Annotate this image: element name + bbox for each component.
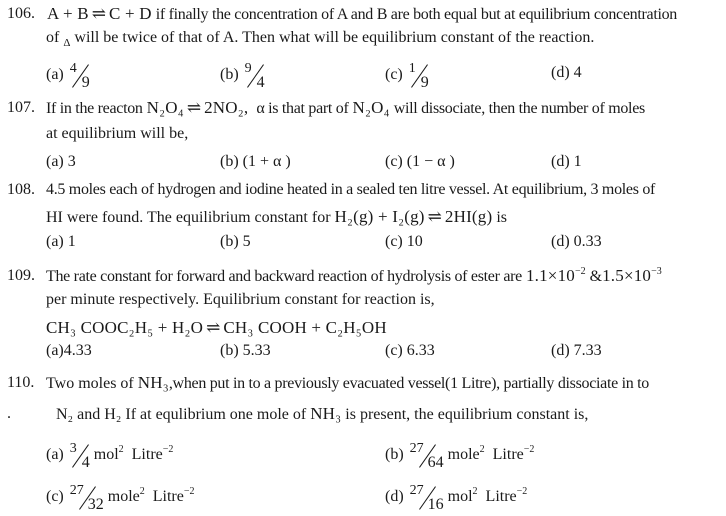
equation-rhs: 2NO₂,	[204, 98, 249, 117]
question-number: 109.	[7, 267, 35, 284]
option-a[interactable]	[46, 441, 174, 471]
option-d[interactable]	[551, 342, 602, 360]
question-number: 106.	[7, 5, 35, 22]
option-value: 3	[67, 153, 76, 170]
option-a[interactable]	[46, 153, 76, 171]
line-marker: .	[7, 405, 11, 422]
question-text-line2	[46, 207, 507, 228]
denominator: 32	[87, 496, 104, 513]
numerator: 9	[244, 61, 252, 76]
equilibrium-arrow-icon: ⇌	[186, 98, 202, 117]
equation-lhs: CH₃ COOC₂H₅ + H₂O	[46, 318, 204, 337]
unit: mole	[447, 446, 480, 463]
exponent: 2	[118, 444, 124, 455]
text-fragment: The rate constant for forward and backward reaction of hydrolysis of ester are	[46, 268, 522, 285]
exponent: 2	[472, 486, 478, 497]
option-label: (c)	[385, 233, 403, 250]
option-d[interactable]	[551, 64, 582, 82]
option-a[interactable]	[46, 61, 90, 91]
option-d[interactable]	[551, 233, 602, 251]
equilibrium-arrow-icon: ⇌	[427, 207, 442, 226]
equation-rhs: 2HI(g)	[444, 207, 493, 226]
denominator: 9	[420, 74, 429, 91]
option-b[interactable]	[385, 441, 535, 471]
option-value: 1	[67, 233, 76, 250]
option-a[interactable]	[46, 233, 76, 251]
numerator: 27	[409, 483, 424, 498]
option-value: 10	[406, 233, 423, 250]
numerator: 1	[408, 61, 416, 76]
question-text-line1	[46, 98, 645, 119]
question-text-line2: at equilibrium will be,	[46, 125, 189, 142]
denominator: 64	[427, 454, 444, 471]
equation-lhs: H₂(g) + I₂(g)	[334, 207, 425, 226]
option-value: 4.33	[63, 342, 92, 359]
text-fragment: HI were found. The equilibrium constant for	[46, 209, 331, 226]
fraction	[69, 483, 104, 513]
denominator: 16	[427, 496, 444, 513]
fraction	[409, 441, 444, 471]
option-value: 5.33	[242, 342, 271, 359]
numerator: 27	[69, 483, 84, 498]
fraction	[244, 61, 265, 91]
option-d[interactable]	[551, 153, 582, 171]
option-c[interactable]	[385, 233, 423, 251]
question-text-line1	[47, 4, 677, 25]
exponent: −3	[651, 266, 662, 277]
option-label: (b)	[220, 66, 239, 83]
option-label: (c)	[385, 342, 403, 359]
fraction	[69, 441, 90, 471]
option-b[interactable]	[220, 233, 251, 251]
text-fragment: of	[46, 29, 60, 46]
option-b[interactable]	[220, 61, 265, 91]
text-fragment: N₂ and H₂ If at equlibrium one mole of	[56, 406, 307, 423]
option-c[interactable]	[385, 153, 455, 171]
question-number: 110.	[7, 374, 35, 391]
exponent: 2	[139, 486, 145, 497]
equation-lhs: N₂O₄	[146, 98, 184, 117]
text-fragment: is present, the equilibrium constant is,	[345, 406, 589, 423]
option-label: (d)	[551, 153, 570, 170]
option-value: 0.33	[573, 233, 602, 250]
option-c[interactable]	[385, 342, 435, 360]
unit: Litre	[492, 446, 524, 463]
exponent: −2	[575, 266, 586, 277]
exponent: −2	[183, 486, 195, 497]
option-label: (a)	[46, 66, 64, 83]
option-label: (d)	[551, 64, 570, 81]
option-label: (c)	[385, 153, 403, 170]
option-label: (d)	[551, 342, 570, 359]
rate-constant-forward: 1.1×10	[525, 266, 575, 285]
option-label: (a)	[46, 446, 64, 463]
question-text-line1: 4.5 moles each of hydrogen and iodine heated in a sealed ten litre vessel. At equilibrium, 3 moles of	[46, 181, 656, 198]
option-label: (a)	[46, 153, 64, 170]
option-value: 6.33	[406, 342, 435, 359]
fraction	[69, 61, 90, 91]
option-c[interactable]	[385, 61, 429, 91]
option-label: (a)	[46, 233, 64, 250]
exponent: −2	[516, 486, 528, 497]
text-fragment: will dissociate, then the number of moles	[393, 100, 645, 117]
question-text-line2	[46, 28, 594, 53]
option-value: 4	[573, 64, 582, 81]
unit: Litre	[485, 488, 517, 505]
unit: mol	[93, 446, 119, 463]
rate-constant-backward: 1.5×10	[602, 266, 652, 285]
denominator: 4	[81, 454, 90, 471]
unit: mol	[447, 488, 473, 505]
exponent: −2	[523, 444, 535, 455]
text-fragment: will be twice of that of A. Then what will be equilibrium constant of the reaction.	[74, 29, 595, 46]
question-text-line2	[56, 404, 588, 425]
unit: Litre	[131, 446, 163, 463]
option-value: (1 + α )	[242, 153, 291, 170]
question-text-line1	[46, 266, 662, 287]
question-text-line1	[46, 373, 649, 394]
option-label: (d)	[551, 233, 570, 250]
exponent: 2	[479, 444, 485, 455]
option-a[interactable]	[46, 342, 92, 360]
option-c[interactable]	[46, 483, 195, 513]
equation-rhs: CH₃ COOH + C₂H₅OH	[223, 318, 387, 337]
option-value: 7.33	[573, 342, 602, 359]
equilibrium-arrow-icon: ⇌	[91, 4, 107, 23]
fraction	[408, 61, 429, 91]
option-label: (b)	[220, 233, 239, 250]
question-number: 107.	[7, 99, 35, 116]
denominator: 4	[256, 74, 265, 91]
option-label: (d)	[385, 488, 404, 505]
text-fragment: If in the reacton	[46, 100, 143, 117]
option-label: (c)	[46, 488, 64, 505]
option-label: (a)	[46, 342, 64, 359]
denominator: 9	[81, 74, 90, 91]
numerator: 3	[69, 441, 77, 456]
question-number: 108.	[7, 181, 35, 198]
option-label: (b)	[385, 446, 404, 463]
question-text-line2: per minute respectively. Equilibrium constant for reaction is,	[46, 291, 435, 308]
equilibrium-arrow-icon: ⇌	[206, 318, 221, 337]
option-value: 5	[242, 233, 251, 250]
numerator: 4	[69, 61, 77, 76]
text-fragment: ,when put in to a previously evacuated vessel(1 Litre), partially dissociate in to	[168, 375, 650, 392]
delta-symbol: Δ	[63, 37, 71, 49]
species: NH₃	[310, 404, 342, 423]
option-label: (b)	[220, 342, 239, 359]
equation-lhs: A + B	[47, 4, 89, 23]
option-b[interactable]	[220, 342, 271, 360]
text-fragment: α is that part of	[256, 100, 349, 117]
text-fragment: Two moles of	[46, 375, 134, 392]
question-text: if finally the concentration of A and B are both equal but at equilibrium concentration	[155, 6, 678, 23]
text-fragment: is	[496, 209, 508, 226]
question-equation	[46, 318, 387, 339]
fraction	[409, 483, 444, 513]
option-label: (b)	[220, 153, 239, 170]
option-d[interactable]	[385, 483, 528, 513]
species: NH₃	[137, 373, 169, 392]
option-value: (1 − α )	[406, 153, 455, 170]
text-fragment: &	[589, 268, 603, 285]
option-b[interactable]	[220, 153, 291, 171]
option-value: 1	[573, 153, 582, 170]
unit: Litre	[152, 488, 184, 505]
numerator: 27	[409, 441, 424, 456]
exponent: −2	[162, 444, 174, 455]
option-label: (c)	[385, 66, 403, 83]
species: N₂O₄	[352, 98, 390, 117]
unit: mole	[107, 488, 140, 505]
equation-rhs: C + D	[109, 4, 152, 23]
